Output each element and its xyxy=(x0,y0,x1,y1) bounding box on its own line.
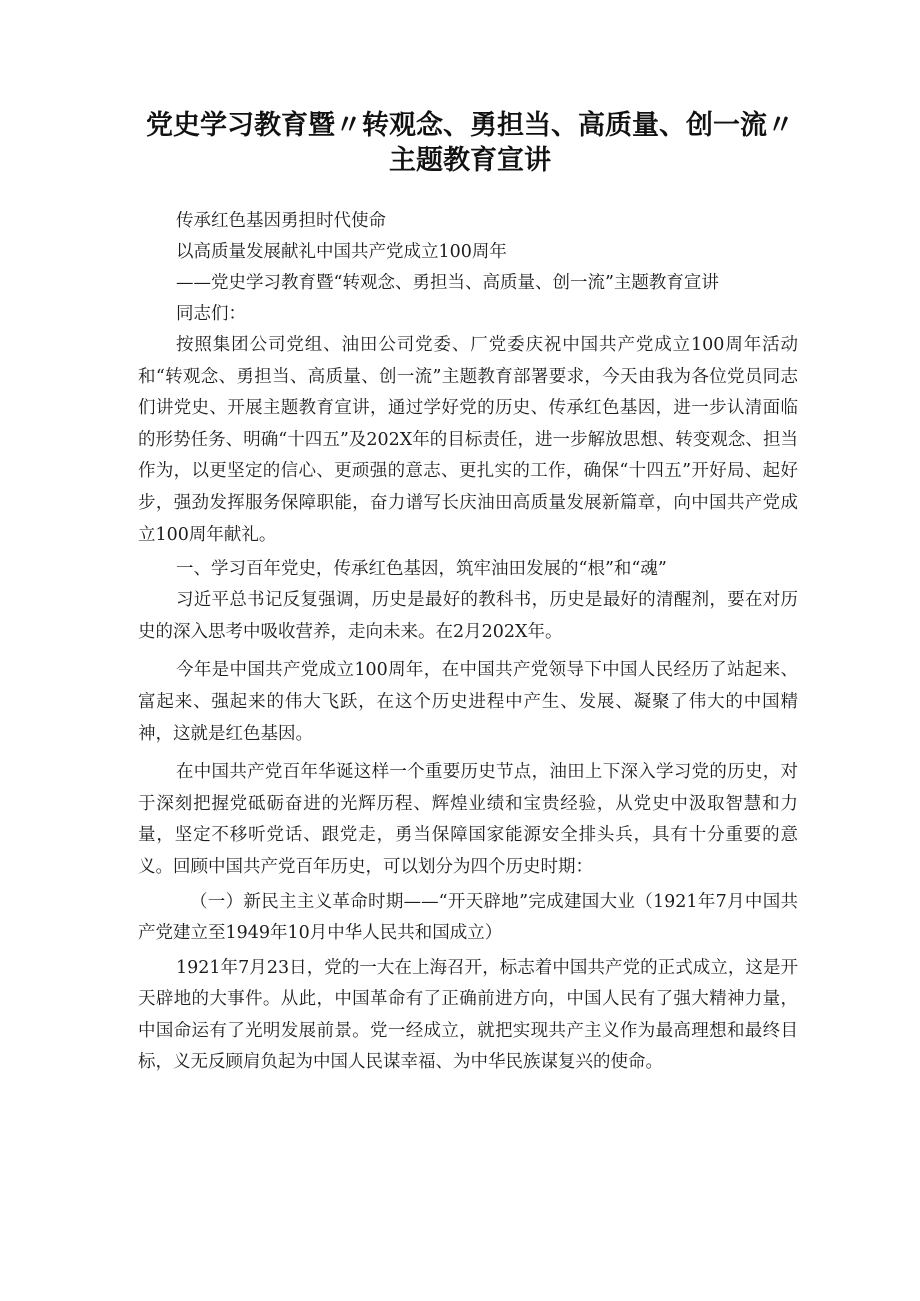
subsection-heading-1: （一）新民主主义革命时期——“开天辟地”完成建国大业（1921年7月中国共产党建立至1949年10月中华人民共和国成立） xyxy=(138,891,798,944)
paragraph-founding: 1921年7月23日，党的一大在上海召开，标志着中国共产党的正式成立，这是开天辟地的大事件。从此，中国革命有了正确前进方向，中国人民有了强大精神力量，中国命运有了光明发展前景。党一经成立，就把实现共产主义作为最高理想和最终目标，义无反顾肩负起为中国人民谋幸福、为中华民族谋复兴的使命。 xyxy=(138,957,798,1073)
paragraph-centenary: 今年是中国共产党成立100周年，在中国共产党领导下中国人民经历了站起来、富起来、强起来的伟大飞跃，在这个历史进程中产生、发展、凝聚了伟大的中国精神，这就是红色基因。 xyxy=(138,660,798,744)
heading-line-1: 传承红色基因勇担时代使命 xyxy=(176,211,386,231)
document-title: 党史学习教育暨〃转观念、勇担当、高质量、创一流〃主题教育宣讲 xyxy=(146,110,794,176)
section-heading-1: 一、学习百年党史，传承红色基因，筑牢油田发展的“根”和“魂” xyxy=(176,559,667,580)
document-body xyxy=(138,206,798,1082)
heading-line-3: ——党史学习教育暨“转观念、勇担当、高质量、创一流”主题教育宣讲 xyxy=(176,273,719,293)
salutation: 同志们： xyxy=(176,304,246,324)
paragraph-history-textbook: 习近平总书记反复强调，历史是最好的教科书，历史是最好的清醒剂，要在对历史的深入思考中吸收营养，走向未来。在2月202X年。 xyxy=(138,590,798,642)
paragraph-milestone: 在中国共产党百年华诞这样一个重要历史节点，油田上下深入学习党的历史，对于深刻把握党砥砺奋进的光辉历程、辉煌业绩和宝贵经验，从党史中汲取智慧和力量，坚定不移听党话、跟党走，勇当保障国家能源安全排头兵，具有十分重要的意义。回顾中国共产党百年历史，可以划分为四个历史时期： xyxy=(138,762,798,877)
heading-line-2: 以高质量发展献礼中国共产党成立100周年 xyxy=(176,242,507,262)
paragraph-intro: 按照集团公司党组、油田公司党委、厂党委庆祝中国共产党成立100周年活动和“转观念、勇担当、高质量、创一流”主题教育部署要求，今天由我为各位党员同志们讲党史、开展主题教育宣讲，通过学好党的历史、传承红色基因，进一步认清面临的形势任务、明确“十四五”及202X年的目标责任，进一步解放思想、转变观念、担当作为，以更坚定的信心、更顽强的意志、更扎实的工作，确保“十四五”开好局、起好步，强劲发挥服务保障职能，奋力谱写长庆油田高质量发展新篇章，向中国共产党成立100周年献礼。 xyxy=(138,335,798,545)
